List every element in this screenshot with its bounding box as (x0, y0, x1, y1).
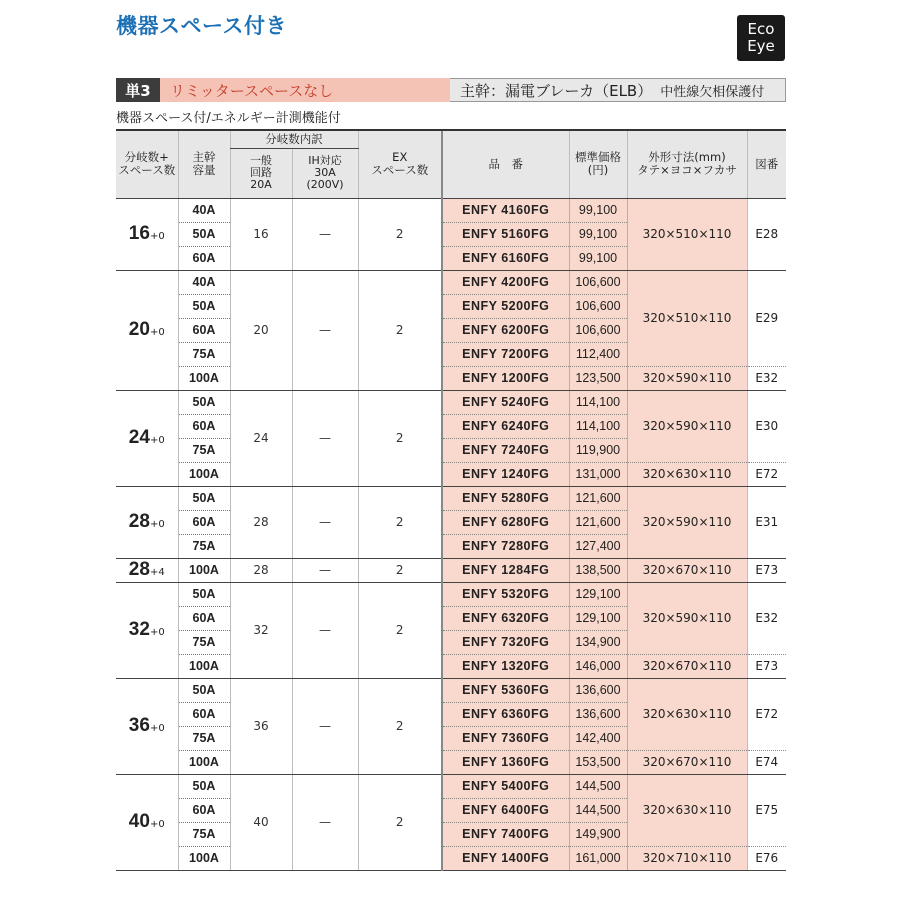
part-number: ENFY 1360FG (442, 750, 569, 774)
general-circuits: 28 (230, 486, 292, 558)
part-number: ENFY 6400FG (442, 798, 569, 822)
general-circuits: 32 (230, 582, 292, 678)
banner-label: 単3 (116, 78, 160, 102)
section-banner (116, 78, 786, 102)
main-capacity: 60A (178, 510, 230, 534)
general-circuits: 40 (230, 774, 292, 870)
header-dimensions: 外形寸法(mm) タテ×ヨコ×フカサ (627, 130, 747, 198)
table-row (116, 366, 786, 390)
main-capacity: 60A (178, 606, 230, 630)
branch-count (116, 774, 178, 870)
branch-number: 32 (128, 619, 150, 640)
price: 106,600 (569, 270, 627, 294)
main-capacity: 50A (178, 222, 230, 246)
main-capacity: 100A (178, 558, 230, 582)
main-capacity: 100A (178, 750, 230, 774)
logo-line-1: Eco (747, 20, 775, 38)
ih-circuits: — (292, 558, 358, 582)
general-circuits: 20 (230, 270, 292, 390)
part-number: ENFY 4200FG (442, 270, 569, 294)
space-count: +0 (149, 819, 165, 830)
dimensions: 320×630×110 (627, 678, 747, 750)
main-capacity: 50A (178, 294, 230, 318)
part-number: ENFY 4160FG (442, 198, 569, 222)
figure-number: E72 (747, 678, 786, 750)
price: 99,100 (569, 198, 627, 222)
general-circuits: 28 (230, 558, 292, 582)
figure-number: E31 (747, 486, 786, 558)
branch-number: 36 (128, 715, 150, 736)
header-part-number: 品 番 (442, 130, 569, 198)
main-capacity: 60A (178, 246, 230, 270)
price: 138,500 (569, 558, 627, 582)
space-count: +4 (149, 567, 165, 578)
main-capacity: 75A (178, 342, 230, 366)
price: 134,900 (569, 630, 627, 654)
price: 161,000 (569, 846, 627, 870)
main-capacity: 50A (178, 678, 230, 702)
banner-right-small: 中性線欠相保護付 (660, 84, 765, 100)
part-number: ENFY 1200FG (442, 366, 569, 390)
general-circuits: 36 (230, 678, 292, 774)
part-number: ENFY 5160FG (442, 222, 569, 246)
header-breakdown: 分岐数内訳 (230, 130, 358, 148)
figure-number: E74 (747, 750, 786, 774)
branch-count (116, 198, 178, 270)
space-count: +0 (149, 627, 165, 638)
ex-spaces: 2 (358, 270, 442, 390)
branch-count (116, 390, 178, 486)
part-number: ENFY 5400FG (442, 774, 569, 798)
main-capacity: 40A (178, 198, 230, 222)
price: 99,100 (569, 222, 627, 246)
part-number: ENFY 7320FG (442, 630, 569, 654)
ih-circuits: — (292, 678, 358, 774)
table-row (116, 558, 786, 582)
part-number: ENFY 6200FG (442, 318, 569, 342)
spec-table-body (116, 198, 786, 870)
figure-number: E73 (747, 654, 786, 678)
price: 106,600 (569, 294, 627, 318)
ex-spaces: 2 (358, 390, 442, 486)
ex-spaces: 2 (358, 678, 442, 774)
part-number: ENFY 7240FG (442, 438, 569, 462)
banner-main: リミッタースペースなし (160, 78, 450, 102)
space-count: +0 (149, 723, 165, 734)
price: 99,100 (569, 246, 627, 270)
price: 119,900 (569, 438, 627, 462)
ex-spaces: 2 (358, 774, 442, 870)
part-number: ENFY 1284FG (442, 558, 569, 582)
main-capacity: 60A (178, 318, 230, 342)
header-figure: 図番 (747, 130, 786, 198)
figure-number: E75 (747, 774, 786, 846)
main-capacity: 40A (178, 270, 230, 294)
price: 146,000 (569, 654, 627, 678)
table-row (116, 678, 786, 702)
dimensions: 320×590×110 (627, 582, 747, 654)
main-capacity: 100A (178, 366, 230, 390)
ex-spaces: 2 (358, 486, 442, 558)
ih-circuits: — (292, 486, 358, 558)
dimensions: 320×590×110 (627, 366, 747, 390)
dimensions: 320×670×110 (627, 750, 747, 774)
main-capacity: 100A (178, 654, 230, 678)
price: 144,500 (569, 798, 627, 822)
dimensions: 320×710×110 (627, 846, 747, 870)
main-capacity: 100A (178, 462, 230, 486)
banner-right (450, 78, 786, 102)
eco-eye-logo (737, 15, 785, 61)
figure-number: E76 (747, 846, 786, 870)
price: 136,600 (569, 702, 627, 726)
space-count: +0 (149, 435, 165, 446)
header-ex: EX スペース数 (358, 130, 442, 198)
space-count: +0 (149, 231, 165, 242)
price: 121,600 (569, 510, 627, 534)
branch-count (116, 678, 178, 774)
table-row (116, 462, 786, 486)
price: 153,500 (569, 750, 627, 774)
general-circuits: 24 (230, 390, 292, 486)
figure-number: E32 (747, 582, 786, 654)
part-number: ENFY 6320FG (442, 606, 569, 630)
space-count: +0 (149, 327, 165, 338)
main-capacity: 100A (178, 846, 230, 870)
part-number: ENFY 6160FG (442, 246, 569, 270)
table-row (116, 198, 786, 222)
price: 121,600 (569, 486, 627, 510)
spec-table (116, 129, 786, 871)
figure-number: E28 (747, 198, 786, 270)
dimensions: 320×590×110 (627, 486, 747, 558)
price: 106,600 (569, 318, 627, 342)
price: 144,500 (569, 774, 627, 798)
part-number: ENFY 5200FG (442, 294, 569, 318)
main-capacity: 50A (178, 390, 230, 414)
part-number: ENFY 5320FG (442, 582, 569, 606)
main-capacity: 75A (178, 726, 230, 750)
branch-number: 16 (128, 223, 150, 244)
branch-count (116, 486, 178, 558)
space-count: +0 (149, 519, 165, 530)
figure-number: E73 (747, 558, 786, 582)
part-number: ENFY 5240FG (442, 390, 569, 414)
banner-right-text: 主幹：漏電ブレーカ（ELB） (460, 81, 653, 100)
price: 112,400 (569, 342, 627, 366)
table-row (116, 390, 786, 414)
figure-number: E29 (747, 270, 786, 366)
ih-circuits: — (292, 390, 358, 486)
ex-spaces: 2 (358, 582, 442, 678)
part-number: ENFY 7280FG (442, 534, 569, 558)
branch-count (116, 558, 178, 582)
table-row (116, 750, 786, 774)
part-number: ENFY 7360FG (442, 726, 569, 750)
price: 129,100 (569, 582, 627, 606)
main-capacity: 75A (178, 630, 230, 654)
main-capacity: 60A (178, 414, 230, 438)
main-capacity: 50A (178, 486, 230, 510)
header-main-capacity: 主幹 容量 (178, 130, 230, 198)
main-capacity: 75A (178, 438, 230, 462)
table-row (116, 654, 786, 678)
subtitle: 機器スペース付/エネルギー計測機能付 (116, 111, 341, 126)
dimensions: 320×630×110 (627, 774, 747, 846)
figure-number: E30 (747, 390, 786, 462)
header-branches: 分岐数+ スペース数 (116, 130, 178, 198)
table-row (116, 486, 786, 510)
branch-number: 40 (128, 811, 150, 832)
table-row (116, 846, 786, 870)
part-number: ENFY 1400FG (442, 846, 569, 870)
price: 114,100 (569, 414, 627, 438)
main-capacity: 60A (178, 702, 230, 726)
price: 149,900 (569, 822, 627, 846)
branch-number: 28 (128, 559, 150, 580)
part-number: ENFY 7200FG (442, 342, 569, 366)
ex-spaces: 2 (358, 558, 442, 582)
ih-circuits: — (292, 270, 358, 390)
part-number: ENFY 1320FG (442, 654, 569, 678)
part-number: ENFY 5360FG (442, 678, 569, 702)
header-general: 一般 回路 20A (230, 148, 292, 198)
price: 114,100 (569, 390, 627, 414)
branch-count (116, 582, 178, 678)
dimensions: 320×670×110 (627, 558, 747, 582)
price: 136,600 (569, 678, 627, 702)
header-ih: IH対応 30A (200V) (292, 148, 358, 198)
part-number: ENFY 7400FG (442, 822, 569, 846)
branch-number: 28 (128, 511, 150, 532)
price: 142,400 (569, 726, 627, 750)
main-capacity: 75A (178, 822, 230, 846)
part-number: ENFY 6280FG (442, 510, 569, 534)
header-price: 標準価格 (円) (569, 130, 627, 198)
main-capacity: 60A (178, 798, 230, 822)
dimensions: 320×670×110 (627, 654, 747, 678)
part-number: ENFY 5280FG (442, 486, 569, 510)
part-number: ENFY 1240FG (442, 462, 569, 486)
table-row (116, 774, 786, 798)
general-circuits: 16 (230, 198, 292, 270)
price: 129,100 (569, 606, 627, 630)
main-capacity: 50A (178, 774, 230, 798)
figure-number: E72 (747, 462, 786, 486)
dimensions: 320×510×110 (627, 198, 747, 270)
table-row (116, 270, 786, 294)
ih-circuits: — (292, 198, 358, 270)
figure-number: E32 (747, 366, 786, 390)
page-title: 機器スペース付き (116, 14, 287, 38)
dimensions: 320×510×110 (627, 270, 747, 366)
ih-circuits: — (292, 774, 358, 870)
dimensions: 320×630×110 (627, 462, 747, 486)
dimensions: 320×590×110 (627, 390, 747, 462)
logo-line-2: Eye (747, 37, 775, 55)
part-number: ENFY 6240FG (442, 414, 569, 438)
ex-spaces: 2 (358, 198, 442, 270)
price: 127,400 (569, 534, 627, 558)
branch-number: 24 (128, 427, 150, 448)
part-number: ENFY 6360FG (442, 702, 569, 726)
price: 123,500 (569, 366, 627, 390)
branch-count (116, 270, 178, 390)
main-capacity: 75A (178, 534, 230, 558)
ih-circuits: — (292, 582, 358, 678)
branch-number: 20 (128, 319, 150, 340)
main-capacity: 50A (178, 582, 230, 606)
table-row (116, 582, 786, 606)
price: 131,000 (569, 462, 627, 486)
